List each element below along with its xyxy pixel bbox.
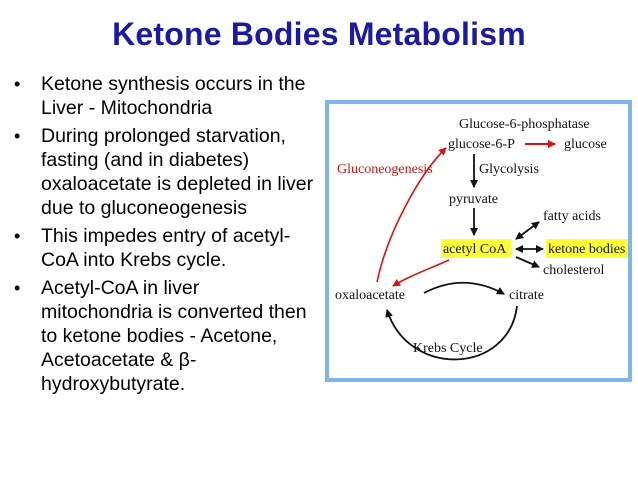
glucose-6-p-label: glucose-6-P [448,137,515,152]
diagram-frame [325,100,632,382]
bullet-text: Acetyl-CoA in liver mitochondria is converted then to ketone bodies - Acetone, Acetoacetate & β-hydroxybutyrate. [41,277,307,395]
glucose-label: glucose [564,137,607,152]
cholesterol-arrow [516,257,539,267]
acetyl-coa-label: acetyl CoA [443,242,507,257]
gluconeogenesis-label: Gluconeogenesis [337,162,433,177]
bullet-icon: • [14,226,21,246]
bullet-item [14,276,314,396]
bullet-item [14,124,314,220]
pyruvate-label: pyruvate [449,192,498,207]
cholesterol-label: cholesterol [543,263,605,278]
bullet-list [14,72,314,400]
bullet-item [14,72,314,120]
glycolysis-label: Glycolysis [479,162,539,177]
ketone-bodies-label: ketone bodies [548,242,626,257]
oxaloacetate-to-citrate-arrow [424,283,504,294]
glucose-6-phosphatase-label: Glucose-6-phosphatase [459,117,590,132]
citrate-label: citrate [509,288,544,303]
bullet-text: During prolonged starvation, fasting (and in diabetes) oxaloacetate is depleted in liver due to gluconeogenesis [41,125,314,219]
bullet-icon: • [14,74,21,94]
oxaloacetate-label: oxaloacetate [335,288,405,303]
fatty-acids-label: fatty acids [543,209,601,224]
bullet-text: This impedes entry of acetyl-CoA into Krebs cycle. [41,225,291,271]
bullet-icon: • [14,278,21,298]
metabolism-diagram [329,104,628,378]
bullet-icon: • [14,126,21,146]
krebs-cycle-label: Krebs Cycle [413,341,483,356]
bullet-text: Ketone synthesis occurs in the Liver - Mitochondria [41,73,306,119]
bullet-item [14,224,314,272]
page-title: Ketone Bodies Metabolism [112,16,526,52]
acetyl-coa-to-oxaloacetate-arrow [393,260,449,286]
fatty-acids-arrow [516,222,539,239]
